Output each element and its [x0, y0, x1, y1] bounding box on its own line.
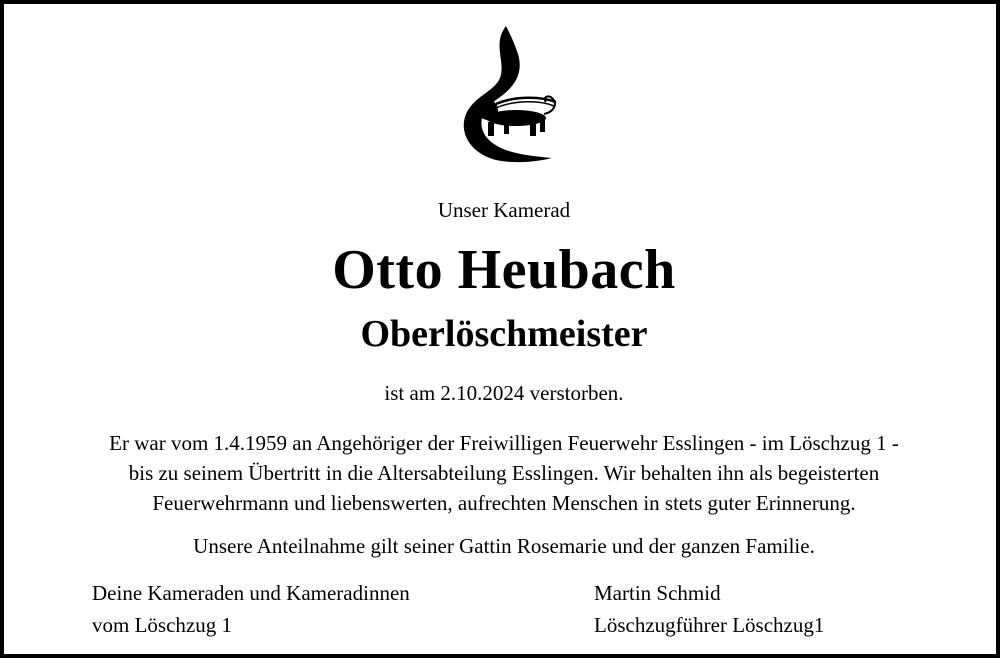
biography-line: Feuerwehrmann und liebenswerten, aufrechten Menschen in stets guter Erinnerung. — [152, 491, 856, 515]
signature-left-line: Deine Kameraden und Kameradinnen — [92, 581, 410, 605]
deceased-rank: Oberlöschmeister — [360, 313, 648, 355]
deceased-name: Otto Heubach — [332, 239, 676, 301]
flame-lion-emblem-icon — [444, 22, 564, 164]
biography-line: bis zu seinem Übertritt in die Altersabteilung Esslingen. Wir behalten ihn als begeisterten — [128, 461, 880, 485]
signature-left — [92, 577, 410, 641]
signature-left-line: vom Löschzug 1 — [92, 613, 232, 637]
biography-line: Er war vom 1.4.1959 an Angehöriger der Freiwilligen Feuerwehr Esslingen - im Löschzug 1 - — [109, 431, 899, 455]
signature-right — [594, 577, 824, 641]
death-date-line: ist am 2.10.2024 verstorben. — [384, 381, 624, 405]
intro-line: Unser Kamerad — [437, 198, 571, 222]
biography-paragraph — [4, 428, 1000, 518]
signature-right-line: Löschzugführer Löschzug1 — [594, 613, 825, 637]
condolence-line: Unsere Anteilnahme gilt seiner Gattin Rosemarie und der ganzen Familie. — [193, 534, 815, 558]
signature-right-line: Martin Schmid — [594, 581, 721, 605]
